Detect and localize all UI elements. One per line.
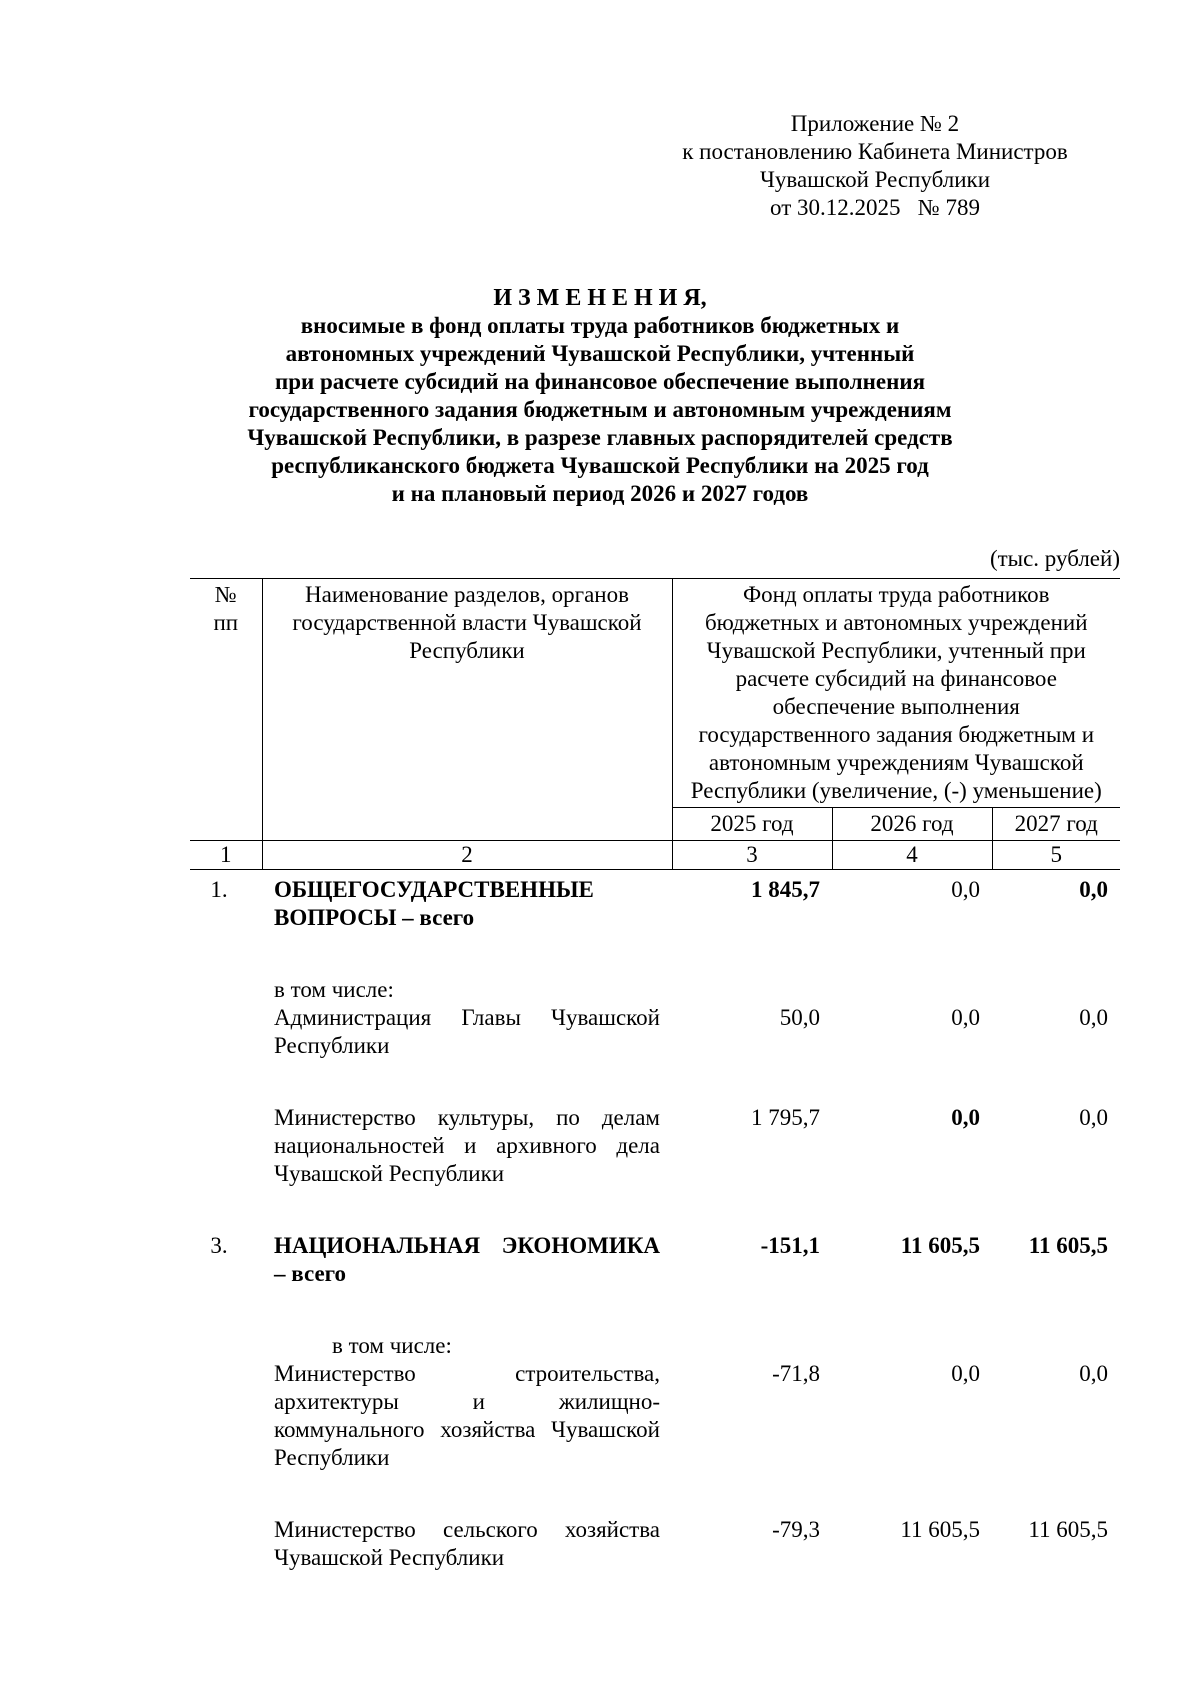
row-value-2025: -79,3 (772, 1517, 820, 1542)
appendix-line-4: от 30.12.2025 № 789 (770, 195, 980, 220)
header-fund: Фонд оплаты труда работников бюджетных и автономных учреждений Чувашской Республики, учтенный при расчете субсидий на финансовое обеспечение выполнения государственного задания бюджетным и автономным учреждениям Чувашской Республики (увеличение, (-) уменьшение) (672, 579, 1120, 808)
document-title (150, 284, 1050, 508)
row-value-2027: 11 605,5 (1028, 1517, 1109, 1542)
title-line-3: при расчете субсидий на финансовое обеспечение выполнения (274, 369, 926, 394)
row-spacer (190, 1472, 1120, 1516)
header-year-2025: 2025 год (672, 808, 832, 841)
header-year-2026: 2026 год (832, 808, 992, 841)
title-line-4: государственного задания бюджетным и автономным учреждениям (248, 397, 952, 422)
row-value-2027: 0,0 (1079, 1105, 1109, 1130)
subtotal-label: в том числе: (274, 977, 394, 1002)
table-row (190, 870, 1120, 933)
row-value-2026: 11 605,5 (900, 1233, 980, 1258)
row-name: НАЦИОНАЛЬНАЯ ЭКОНОМИКА – всего (274, 1233, 660, 1286)
row-value-2026: 0,0 (951, 877, 980, 902)
row-name: Министерство культуры, по делам национальностей и архивного дела Чувашской Республики (274, 1105, 660, 1186)
table-row (190, 976, 1120, 1060)
title-line-1: вносимые в фонд оплаты труда работников бюджетных и (300, 313, 900, 338)
row-name (262, 1332, 672, 1472)
value-text: -71,8 (772, 1361, 820, 1386)
title-heading: И З М Е Н Е Н И Я, (493, 285, 707, 311)
value-text: 50,0 (779, 1005, 820, 1030)
row-value-2027 (992, 976, 1120, 1060)
fund-table (190, 578, 1120, 1572)
appendix-line-1: Приложение № 2 (790, 111, 960, 136)
table-numbering-row (190, 841, 1120, 870)
column-number-5: 5 (992, 841, 1120, 870)
value-text: 0,0 (951, 1005, 980, 1030)
title-line-6: республиканского бюджета Чувашской Республики на 2025 год (271, 453, 929, 478)
appendix-line-3: Чувашской Республики (759, 167, 991, 192)
column-number-3: 3 (672, 841, 832, 870)
column-number-2: 2 (262, 841, 672, 870)
row-spacer (190, 932, 1120, 976)
header-number: № пп (190, 579, 262, 841)
row-spacer (190, 1188, 1120, 1232)
subtotal-label: в том числе: (332, 1333, 452, 1358)
value-text: 0,0 (1079, 1005, 1109, 1030)
table-row (190, 1516, 1120, 1572)
title-line-5: Чувашской Республики, в разрезе главных распорядителей средств (247, 425, 953, 450)
value-text: 0,0 (1079, 1361, 1109, 1386)
row-number: 1. (210, 877, 228, 902)
header-year-2027: 2027 год (992, 808, 1120, 841)
row-value-2026: 11 605,5 (900, 1517, 980, 1542)
appendix-block (640, 110, 1110, 222)
row-value-2027 (992, 1332, 1120, 1472)
row-value-2025 (672, 1332, 832, 1472)
value-text: 0,0 (951, 1361, 980, 1386)
column-number-4: 4 (832, 841, 992, 870)
row-value-2025: 1 795,7 (751, 1105, 820, 1130)
row-value-2027: 0,0 (1079, 877, 1109, 902)
table-header-row (190, 579, 1120, 808)
column-number-1: 1 (190, 841, 262, 870)
title-line-7: и на плановый период 2026 и 2027 годов (391, 481, 809, 506)
title-line-2: автономных учреждений Чувашской Республики, учтенный (285, 341, 915, 366)
table-row (190, 1332, 1120, 1472)
row-value-2026 (832, 976, 992, 1060)
row-value-2026: 0,0 (951, 1105, 980, 1130)
table-row (190, 1104, 1120, 1188)
header-name: Наименование разделов, органов государственной власти Чувашской Республики (262, 579, 672, 841)
row-value-2026 (832, 1332, 992, 1472)
row-name (262, 976, 672, 1060)
row-name-text: Администрация Главы Чувашской Республики (274, 1005, 660, 1058)
row-spacer (190, 1060, 1120, 1104)
row-name: ОБЩЕГОСУДАРСТВЕННЫЕ ВОПРОСЫ – всего (274, 877, 594, 930)
units-label: (тыс. рублей) (989, 546, 1120, 571)
appendix-line-2: к постановлению Кабинета Министров (682, 139, 1068, 164)
row-value-2027: 11 605,5 (1028, 1233, 1109, 1258)
row-value-2025: 1 845,7 (751, 877, 820, 902)
table-row (190, 1232, 1120, 1288)
row-name-text: Министерство строительства, архитектуры и жилищно-коммунального хозяйства Чувашской Республики (274, 1361, 660, 1470)
row-value-2025: -151,1 (760, 1233, 820, 1258)
row-value-2025 (672, 976, 832, 1060)
row-number: 3. (210, 1233, 228, 1258)
row-spacer (190, 1288, 1120, 1332)
row-name: Министерство сельского хозяйства Чувашской Республики (274, 1517, 660, 1570)
